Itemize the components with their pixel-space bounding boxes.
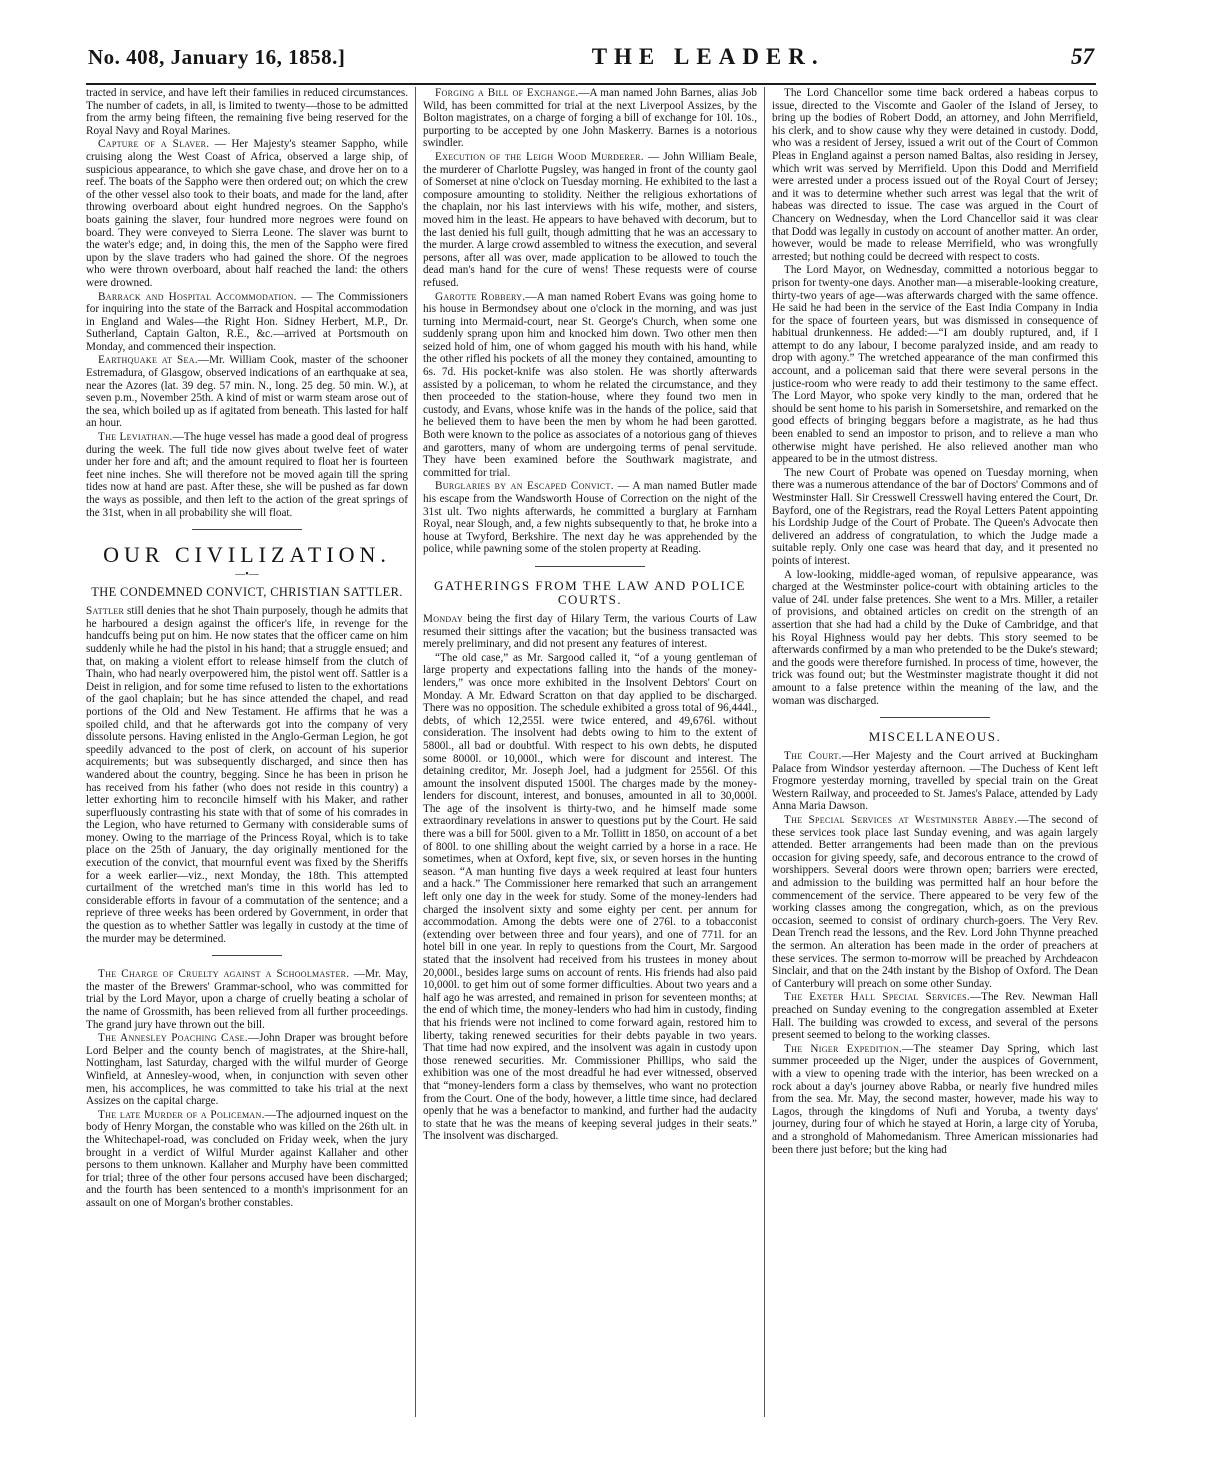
- article-text: —A man named Robert Evans was going home to his house in Bermondsey about one o'clock in the morning, and was just turning into Mermaid-court, near St. George's Church, when some one suddenly sprang upon him and knocked him down. Two other men then seized hold of him, one of whom gagged his mouth with his hand, while the other rifled his pockets of all the money they contained, amounting to 6s. 7d. His pocket-knife was also stolen. He was shortly afterwards assisted by a policeman, to whom he related the circumstance, and they then proceeded to the station-house, where they found two men in custody, and Evans, whose knife was in the hands of the police, said that he believed them to have been the men by whom he had been garotted. Both were known to the police as associates of a notorious gang of thieves and garotters, many of whom are undergoing terms of penal servitude. They have been examined before the Southwark magistrate, and committed for trial.: [423, 290, 757, 479]
- article-monday: [423, 613, 757, 651]
- article-lead: Capture of a Slaver.: [98, 138, 210, 151]
- article-text: — Her Majesty's steamer Sappho, while cruising along the West Coast of Africa, observed a large ship, of suspicious appearance, to which she gave chase, and drove her on to a reef. The boats of the Sappho were then ordered out; on which the crew of the other vessel also took to their boats, and made for the land, after throwing overboard about eight hundred negroes. On the Sappho's boats gaining the slaver, four hundred more negroes were found on board. They were conveyed to Sierra Leone. The slaver was burnt to the water's edge; and, in doing this, the men of the Sappho were fired upon by the slave traders who had gained the shore. Of the negroes who were thrown overboard, about half reached the land: the others were drowned.: [86, 138, 408, 289]
- article-text: —A man named John Barnes, alias Job Wild, has been committed for trial at the next Liverpool Assizes, by the Bolton magistrates, on a charge of forging a bill of exchange for 10l. 10s., purporting to be accepted by one John Maskerry. Barnes is a notorious swindler.: [423, 87, 757, 150]
- article-text: —The steamer Day Spring, which last summer proceeded up the Niger, under the auspices of Government, with a view to opening trade with the interior, has been wrecked on a rock about a day's journey above Rabba, or nearly five hundred miles from the sea. Mr. May, the second master, however, made his way to Lagos, through the kingdoms of Nufi and Yoruba, a twenty days' journey, during four of which he stayed at Horin, a large city of Yoruba, and a stronghold of Mahomedanism. Three American missionaries had been there just before; but the king had: [772, 1042, 1098, 1156]
- masthead: [88, 44, 1094, 82]
- article-exeter: [772, 991, 1098, 1041]
- section-heading: MISCELLANEOUS.: [868, 729, 1002, 745]
- article-chancellor: The Lord Chancellor some time back ordered a habeas corpus to issue, directed to the Viscomte and Gaoler of the Island of Jersey, to bring up the bodies of Robert Dodd, an attorney, and John Merrifield, his clerk, and to show cause why they were detained in custody. Dodd, who was a resident of Jersey, issued a writ out of the Court of Common Pleas in England against a person named Baltas, also residing in Jersey, which writ was served by Merrifield. Upon this Dodd and Merrifield were arrested under a process issued out of the Royal Court of Jersey; and it was to determine whether such arrest was legal that the writ of habeas was directed to issue. The case was argued in the Court of Chancery on Wednesday, when the Lord Chancellor said it was clear that Dodd was legally in custody on account of another matter. An order, however, would be made to release Merrifield, who was wrongfully arrested; but nothing could be decreed with respect to costs.: [772, 87, 1098, 263]
- article-court: [772, 750, 1098, 813]
- article-annesley: [86, 1032, 408, 1108]
- article-lead: Earthquake at Sea.: [98, 354, 198, 367]
- section-separator: [192, 529, 302, 530]
- column-3: [772, 87, 1098, 1422]
- article-lead: The Niger Expedition.: [784, 1042, 903, 1055]
- article-text: — A man named Butler made his escape from the Wandsworth House of Correction on the night of the 31st ult. Two nights afterwards, he committed a burglary at Farnham Royal, near Slough, and, a few nights subsequently to that, he broke into a house at Twyford, Berkshire. The next day he was apprehended by the police, while pawning some of the stolen property at Reading.: [423, 480, 757, 556]
- ornament: —•—: [235, 569, 259, 581]
- article-earthquake: [86, 354, 408, 430]
- article-lead: The late Murder of a Policeman.: [98, 1108, 265, 1121]
- masthead-rule: [86, 83, 1096, 85]
- section-heading: OUR CIVILIZATION.: [103, 542, 391, 568]
- column-1: [86, 87, 408, 1422]
- article-text: —The huge vessel has made a good deal of progress during the week. The full tide now gives about twelve feet of water under her fore and aft; and the amount required to float her is fourteen feet nine inches. She will therefore not be moved again till the spring tides now at hand are past. After these, she will be pushed as far down the ways as possible, and then left to the action of the great springs of the 31st, when in all probability she will float.: [86, 431, 408, 519]
- section-separator: [880, 717, 990, 718]
- article-lead: Forging a Bill of Exchange.: [435, 87, 579, 99]
- column-divider: [415, 87, 416, 1417]
- article-woman: A low-looking, middle-aged woman, of repulsive appearance, was charged at the Westminster police-court with obtaining articles to the value of 24l. under false pretences. She went to a Mrs. Miller, a retailer of provisions, and obtained articles on credit on the strength of an assertion that she had had a child by the Duke of Cambridge, and that his Royal Highness would pay her debts. This story seemed to be afterwards confirmed by a man who pretended to be the Duke's steward; and the goods were therefore furnished. In process of time, however, the trick was found out; but the Westminster magistrate thought it did not amount to a false pretence within the meaning of the law, and the woman was discharged.: [772, 568, 1098, 707]
- article-lead: The Leviathan.: [98, 431, 173, 444]
- article-text: —The adjourned inquest on the body of Henry Morgan, the constable who was killed on the 26th ult. in the Whitechapel-road, was concluded on Friday week, when the jury brought in a verdict of Wilful Murder against Kallaher and other persons to them unknown. Kallaher and Murphy have been committed for trial; three of the other four persons accused have been discharged; and the fourth has been sentenced to a month's imprisonment for an assault on one of Morgan's brother constables.: [86, 1108, 408, 1209]
- article-text: being the first day of Hilary Term, the various Courts of Law resumed their sittings after the vacation; but the business transacted was merely preliminary, and did not present any features of interest.: [423, 612, 757, 651]
- article-lead: Garotte Robbery.: [435, 290, 526, 303]
- article-separator: [212, 955, 282, 956]
- article-leigh: [423, 151, 757, 290]
- article-schoolmaster: [86, 968, 408, 1031]
- article-text: still denies that he shot Thain purposely, though he admits that he harboured a design against the officer's life, in revenge for the handcuffs being put on him. He now states that the officer came on him suddenly while he had the pistol in his hand; that a struggle ensued; and that, on making a violent effort to release himself from the clutch of Thain, who had nearly overpowered him, the pistol went off. Sattler is a Deist in religion, and for some time refused to listen to the exhortations of the gaol chaplain; but he has since attended the chapel, and read portions of the Old and New Testament. He affirms that he was a spoiled child, and that he afterwards got into the company of very dissolute persons. Having enlisted in the Anglo-German Legion, he got speedily advanced to the post of clerk, on account of his superior acquirements; but was subsequently discharged, and since then has wandered about the country, begging. Since he has been in prison he has received from his father (who does not reside in this country) a letter exhorting him to reconcile himself with his Maker, and rather superfluously contrasting his state with that of some of his comrades in the Legion, who have returned to Germany with considerable sums of money. Owing to the marriage of the Princess Royal, which is to take place on the 25th of January, the day originally mentioned for the execution of the convict, that mournful event was fixed by the Sheriffs for a week earlier—viz., next Monday, the 18th. This attempted curtailment of the wretched man's time in this world has led to considerable efforts in favour of a commutation of the sentence; and a reprieve of three weeks has been ordered by Government, in order that the question as to whether Sattler was legally in custody at the time of the murder may be determined.: [86, 605, 408, 945]
- article-lead: The Charge of Cruelty against a Schoolmaster.: [98, 968, 350, 981]
- article-lead: Sattler: [86, 605, 125, 618]
- article-heading: THE CONDEMNED CONVICT, CHRISTIAN SATTLER.: [91, 585, 403, 600]
- article-probate: The new Court of Probate was opened on Tuesday morning, when there was a numerous attendance of the bar of Doctors' Commons and of Westminster Hall. Sir Cresswell Cresswell having entered the Court, Dr. Bayford, one of the Registrars, read the Royal Letters Patent appointing his Lordship Judge of the Court of Probate. The Queen's Advocate then delivered an address of congratulation, to which the Judge made a suitable reply. Only one case was heard that day, and it presented no points of interest.: [772, 466, 1098, 567]
- article-text: —The second of these services took place last Sunday evening, and was again largely attended. Better arrangements had been made than on the previous occasion for giving speedy, safe, and decorous entrance to the crowd of worshippers. Several doors were thrown open; barriers were erected, and admission to the building was permitted half an hour before the commencement of the service. There appeared to be very few of the working classes among the congregation, which, as on the previous occasion, seemed to consist of ordinary church-goers. The Very Rev. Dean Trench read the lessons, and the Rev. Lord John Thynne preached the sermon. An alteration has been made in the order of preachers at these services. The sermon to-morrow will be preached by Archdeacon Sinclair, and that on the 24th instant by the Bishop of Oxford. The Dean of Canterbury will preach on some other Sunday.: [772, 814, 1098, 990]
- section-heading: GATHERINGS FROM THE LAW AND POLICE COURTS.: [433, 577, 746, 607]
- article-text: — John William Beale, the murderer of Charlotte Pugsley, was hanged in front of the county gaol of Somerset at nine o'clock on Tuesday morning. He exhibited to the last a composure amounting to stolidity. Neither the religious exhortations of the chaplain, nor his last interviews with his wife, mother, and sisters, moved him in the least. He appears to have behaved with decorum, but to the last denied his full guilt, though admitting that he was an accessary to the murder. A large crowd assembled to witness the execution, and several persons, after all was over, made application to be allowed to touch the dead man's hand for the cure of wens! These requests were of course refused.: [423, 150, 757, 289]
- article-lead: Burglaries by an Escaped Convict.: [435, 480, 614, 493]
- article-continuation: tracted in service, and have left their families in reduced circumstances. The number of cadets, in all, is limited to twenty—those to be admitted from the army being fifteen, the remaining five being reserved for the Royal Navy and Royal Marines.: [86, 87, 408, 137]
- article-slaver: [86, 138, 408, 289]
- article-garotte: [423, 291, 757, 480]
- article-abbey: [772, 814, 1098, 990]
- section-separator: [535, 566, 645, 567]
- article-policeman: [86, 1109, 408, 1210]
- article-text: —The Rev. Newman Hall preached on Sunday evening to the congregation assembled at Exeter Hall. The building was crowded to excess, and several of the persons present seemed to belong to the working classes.: [772, 991, 1098, 1042]
- article-lead: Monday: [423, 612, 463, 625]
- issue-line: No. 408, January 16, 1858.]: [88, 45, 346, 69]
- article-insolvent: “The old case,” as Mr. Sargood called it, “of a young gentleman of large property and expectations falling into the hands of the money-lenders,” was once more exhibited in the Insolvent Debtors' Court on Monday. A Mr. Edward Scratton on that day applied to be discharged. There was no opposition. The schedule exhibited a gross total of 96,444l., debts, of which 12,255l. were twice entered, and 49,676l. without consideration. The insolvent had debts owing to him to the extent of 5800l., all bad or doubtful. With respect to his own debts, he disputed some 8000l. or 10,000l., which were for discount and interest. The detaining creditor, Mr. Joseph Joel, had a judgment for 2556l. Of this amount the insolvent disputed 1500l. The charges made by the money-lenders for discount, interest, and bonuses, amounted in all to 30,000l. The age of the insolvent is thirty-two, and he himself made some extraordinary revelations in answer to questions put by the Court. He said there was a bill for 500l. given to a Mr. Tollitt in 1850, on account of a bet of 800l. to one shilling about the weight carried by a horse in a race. He sometimes, when at Oxford, kept five, six, or seven horses in the hunting season. “A man hunting five days a week required at least four hunters and a hack.” The Commissioner here remarked that such an arrangement left only one day in the week for study. Some of the money-lenders had charged the insolvent sixty and some eighty per cent. per annum for accommodation. Among the debts were one of 276l. to a tobacconist (extending over between three and four years), and one of 771l. for an hotel bill in one year. In reply to questions from the Court, Mr. Sargood stated that the insolvent had received from his trustees in money about 20,000l., besides large sums on account of rents. His friends had also paid 10,000l. to get him out of some former difficulties. About two years and a half ago he was arrested, and remained in prison for seventeen months; at the end of which time, the money-lenders who had him in custody, finding that his friends were not inclined to come forward again, restored him to liberty, taking renewed securities for their debts payable in two years. That time had now expired, and the insolvent was again in custody upon those renewed securities. Mr. Commissioner Phillips, who said the exhibition was one of the most dreadful he had ever witnessed, observed that “money-lenders form a class by themselves, who want no protection from the Court. One of the body, however, a little time since, had declared openly that he was a benefactor to mankind, and further had the audacity to state that he was the means of keeping several judges in their seats.” The insolvent was discharged.: [423, 651, 757, 1143]
- article-sattler: [86, 605, 408, 945]
- article-text: —Mr. William Cook, master of the schooner Estremadura, of Glasgow, observed indications of an earthquake at sea, near the Azores (lat. 39 deg. 57 min. N., long. 25 deg. 50 min. W.), at seven p.m., November 25th. A kind of mist or warm steam arose out of the sea, which boiled up as if agitated from beneath. This lasted for half an hour.: [86, 354, 408, 430]
- article-lord-mayor: The Lord Mayor, on Wednesday, committed a notorious beggar to prison for twenty-one days. Another man—a miserable-looking creature, thirty-two years of age—was afterwards charged with the same offence. He said he had been in the service of the East India Company in India for the space of fourteen years, but was dismissed in consequence of habitual drunkenness. He added:—“I am doubly ruptured, and, if I attempt to do any labour, I become paralyzed inside, and am ready to drop with agony.” The wretched appearance of the man confirmed this account, and a policeman said that there were several persons in the justice-room who were ready to add their testimony to the same effect. The Lord Mayor, who spoke very kindly to the man, ordered that he should be sent home to his parish in Somersetshire, and remarked on the good effects of bringing beggars before a magistrate, as he had thus been enabled to send an impostor to prison, and to relieve a man who otherwise might have perished. He also relieved another man who appeared to be in the utmost distress.: [772, 264, 1098, 466]
- article-barrack: [86, 291, 408, 354]
- article-lead: The Exeter Hall Special Services.: [784, 991, 970, 1004]
- article-leviathan: [86, 431, 408, 519]
- article-lead: Barrack and Hospital Accommodation.: [98, 290, 297, 303]
- article-lead: The Special Services at Westminster Abbey.: [784, 814, 1018, 827]
- article-lead: The Annesley Poaching Case.: [98, 1032, 248, 1045]
- article-text: — The Commissioners for inquiring into the state of the Barrack and Hospital accommodation in England and Wales—the Right Hon. Sidney Herbert, M.P., Dr. Sutherland, Captain Galton, R.E., &c.—arrived at Portsmouth on Monday, and commenced their inspection.: [86, 290, 408, 353]
- article-forging: [423, 87, 757, 150]
- article-burglaries: [423, 480, 757, 556]
- column-2: [423, 87, 757, 1422]
- article-text: —Mr. May, the master of the Brewers' Grammar-school, who was committed for trial by the Lord Mayor, upon a charge of cruelly beating a scholar of the name of Grossmith, has been relieved from all further proceedings. The grand jury have thrown out the bill.: [86, 968, 408, 1031]
- page-number: 57: [1071, 44, 1094, 69]
- newspaper-title: THE LEADER.: [591, 44, 825, 69]
- column-divider: [764, 87, 765, 1417]
- article-text: —Her Majesty and the Court arrived at Buckingham Palace from Windsor yesterday afternoon. —The Duchess of Kent left Frogmore yesterday morning, travelled by special train on the Great Western Railway, and proceeded to St. James's Palace, attended by Lady Anna Maria Dawson.: [772, 750, 1098, 813]
- article-lead: The Court.: [784, 750, 842, 763]
- article-niger: [772, 1043, 1098, 1156]
- article-lead: Execution of the Leigh Wood Murderer.: [435, 150, 644, 163]
- article-text: —John Draper was brought before Lord Belper and the county bench of magistrates, at the Shire-hall, Nottingham, last Saturday, charged with the wilful murder of George Winfield, at Annesley-wood, when, in conjunction with seven other men, his accomplices, he was committed to take his trial at the next Assizes on the capital charge.: [86, 1032, 408, 1108]
